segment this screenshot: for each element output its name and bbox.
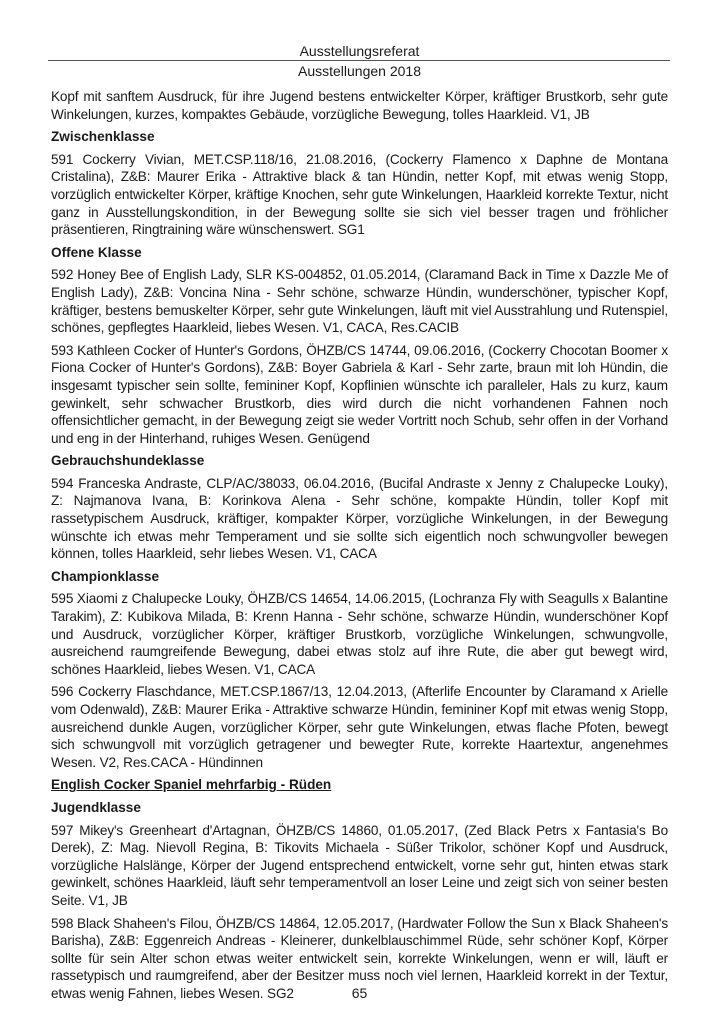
entry-596: 596 Cockerry Flaschdance, MET.CSP.1867/13, 12.04.2013, (Afterlife Encounter by Claramand x Arielle vom Odenwald), Z&B: Maurer Erika - Attraktive schwarze Hündin, femininer Kopf mit etwas wenig Stopp, ausreichend dunkle Augen, vorzüglicher Körper, sehr gute Winkelungen, etwas flache Pfoten, bewegt sich schwungvoll mit vorzüglich getragener und bewegter Rute, korrekte Haartextur, angenehmes Wesen. V2, Res.CACA - Hündinnen	[51, 684, 668, 770]
class-heading-jugendklasse: Jugendklasse	[51, 799, 141, 815]
class-heading-championklasse: Championklasse	[51, 568, 160, 584]
header-title: Ausstellungsreferat	[299, 43, 420, 59]
entry-598: 598 Black Shaheen's Filou, ÖHZB/CS 14864, 12.05.2017, (Hardwater Follow the Sun x Black Shaheen's Barisha), Z&B: Eggenreich Andreas - Kleinerer, dunkelblauschimmel Rüde, sehr schöner Kopf, Körper sollte für sein Alter schon etwas weiter entwickelt sein, korrekte Winkelungen, wenn er will, läuft er rassetypisch und raumgreifend, aber der Besitzer muss noch viel lernen, Haarkleid korrekt in der Textur, etwas wenig Fahnen, liebes Wesen. SG2	[51, 915, 668, 1001]
class-heading-gebrauchshundeklasse: Gebrauchshundeklasse	[51, 453, 205, 469]
class-heading-zwischenklasse: Zwischenklasse	[51, 129, 155, 145]
class-heading-offene-klasse: Offene Klasse	[51, 244, 142, 260]
entry-592: 592 Honey Bee of English Lady, SLR KS-004852, 01.05.2014, (Claramand Back in Time x Dazzle Me of English Lady), Z&B: Voncina Nina - Sehr schöne, schwarze Hündin, wunderschöner, typischer Kopf, kräftiger, bestens bemuskelter Körper, sehr gute Winkelungen, läuft mit viel Ausstrahlung und Rutenspiel, schönes, gepflegtes Haarkleid, liebes Wesen. V1, CACA, Res.CACIB	[51, 267, 668, 336]
header-divider	[48, 60, 670, 61]
entry-595: 595 Xiaomi z Chalupecke Louky, ÖHZB/CS 14654, 14.06.2015, (Lochranza Fly with Seagulls x Balantine Tarakim), Z: Kubikova Milada, B: Krenn Hanna - Sehr schöne, schwarze Hündin, wunderschöner Kopf und Ausdruck, vorzüglicher Körper, kräftiger Brustkorb, vorzügliche Winkelungen, schwungvolle, ausreichend raumgreifende Bewegung, dabei etwas stolz auf ihre Rute, die aber gut bewegt wird, schönes Haarkleid, liebes Wesen. V1, CACA	[51, 591, 668, 677]
entry-597: 597 Mikey's Greenheart d'Artagnan, ÖHZB/CS 14860, 01.05.2017, (Zed Black Petrs x Fantasia's Bo Derek), Z: Mag. Nievoll Regina, B: Tikovits Michaela - Süßer Trikolor, schöner Kopf und Ausdruck, vorzügliche Halslänge, Körper der Jugend entsprechend entwickelt, vorne sehr gut, hinten etwas stark gewinkelt, schönes Haarkleid, läuft sehr temperamentvoll an loser Leine und zeigt sich von seiner besten Seite. V1, JB	[51, 822, 668, 908]
entry-593: 593 Kathleen Cocker of Hunter's Gordons, ÖHZB/CS 14744, 09.06.2016, (Cockerry Chocotan Boomer x Fiona Cocker of Hunter's Gordons), Z&B: Boyer Gabriela & Karl - Sehr zarte, braun mit loh Hündin, die insgesamt typischer sein sollte, femininer Kopf, Kopflinien wünschte ich paralleler, Hals zu kurz, kaum gewinkelt, sehr schwacher Brustkorb, dies wird durch die nicht vorhandenen Fahnen noch offensichtlicher gemacht, in der Bewegung zeigt sie weder Vortritt noch Schub, sehr offen in der Vorhand und eng in der Hinterhand, ruhiges Wesen. Genügend	[51, 342, 668, 446]
page-number: 65	[351, 985, 368, 1001]
paragraph-continuation: Kopf mit sanftem Ausdruck, für ihre Jugend bestens entwickelter Körper, kräftiger Brustkorb, sehr gute Winkelungen, kurzes, kompaktes Gebäude, vorzügliche Bewegung, tolles Haarkleid. V1, JB	[51, 89, 668, 122]
section-heading-mehrfarbig-rueden: English Cocker Spaniel mehrfarbig - Rüden	[51, 777, 332, 793]
entry-591: 591 Cockerry Vivian, MET.CSP.118/16, 21.08.2016, (Cockerry Flamenco x Daphne de Montana Cristalina), Z&B: Maurer Erika - Attraktive black & tan Hündin, netter Kopf, mit etwas wenig Stopp, vorzüglich entwickelter Körper, kräftige Knochen, sehr gute Winkelungen, Haarkleid korrekte Textur, nicht ganz in Ausstellungskondition, in der Bewegung sollte sie sich viel besser tragen und fröhlicher präsentieren, Ringtraining wäre wünschenswert. SG1	[51, 151, 668, 238]
header-subtitle: Ausstellungen 2018	[298, 63, 421, 79]
document-body	[51, 88, 668, 1008]
entry-594: 594 Franceska Andraste, CLP/AC/38033, 06.04.2016, (Bucifal Andraste x Jenny z Chalupecke Louky), Z: Najmanova Ivana, B: Korinkova Alena - Sehr schöne, kompakte Hündin, toller Kopf mit rassetypischem Ausdruck, kräftiger, kompakter Körper, vorzügliche Winkelungen, in der Bewegung wünschte ich etwas mehr Temperament und sie sollte sich eigentlich noch schwungvoller bewegen können, tolles Haarkleid, sehr liebes Wesen. V1, CACA	[51, 475, 668, 562]
